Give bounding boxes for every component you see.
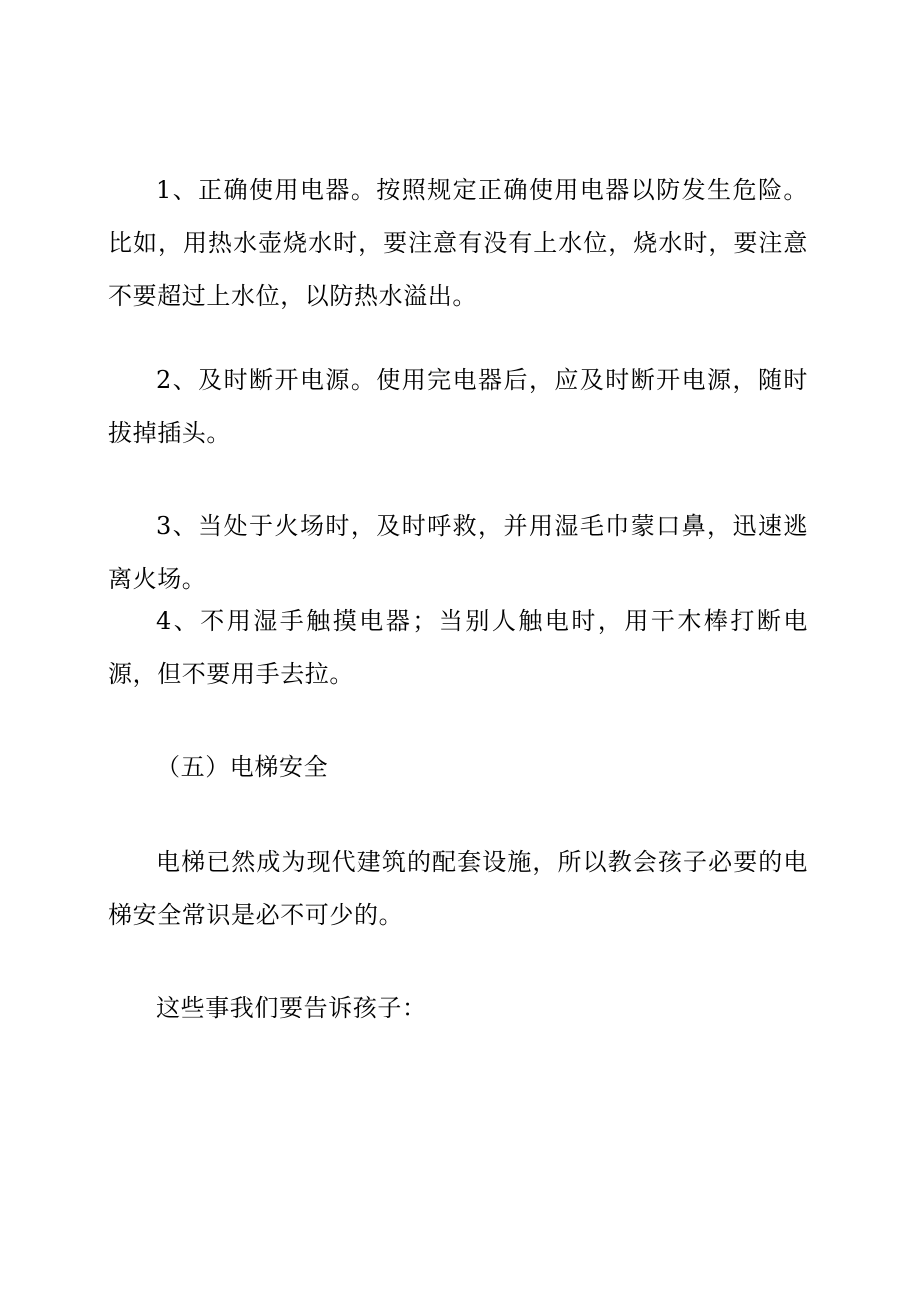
paragraph-elevator-intro: 电梯已然成为现代建筑的配套设施，所以教会孩子必要的电梯安全常识是必不可少的。 [108,848,808,929]
paragraph-fire-escape: 3、当处于火场时，及时呼救，并用湿毛巾蒙口鼻，迅速逃离火场。 [108,512,808,593]
paragraph-electric-shock: 4、不用湿手触摸电器；当别人触电时，用干木棒打断电源，但不要用手去拉。 [108,607,808,688]
section-heading-elevator-safety: （五）电梯安全 [156,753,329,781]
paragraph-electrical-use: 1、正确使用电器。按照规定正确使用电器以防发生危险。比如，用热水壶烧水时，要注意有没有上水位，烧水时，要注意不要超过上水位，以防热水溢出。 [108,176,808,310]
paragraph-disconnect-power: 2、及时断开电源。使用完电器后，应及时断开电源，随时拔掉插头。 [108,366,808,447]
paragraph-tell-children: 这些事我们要告诉孩子： [156,994,427,1022]
